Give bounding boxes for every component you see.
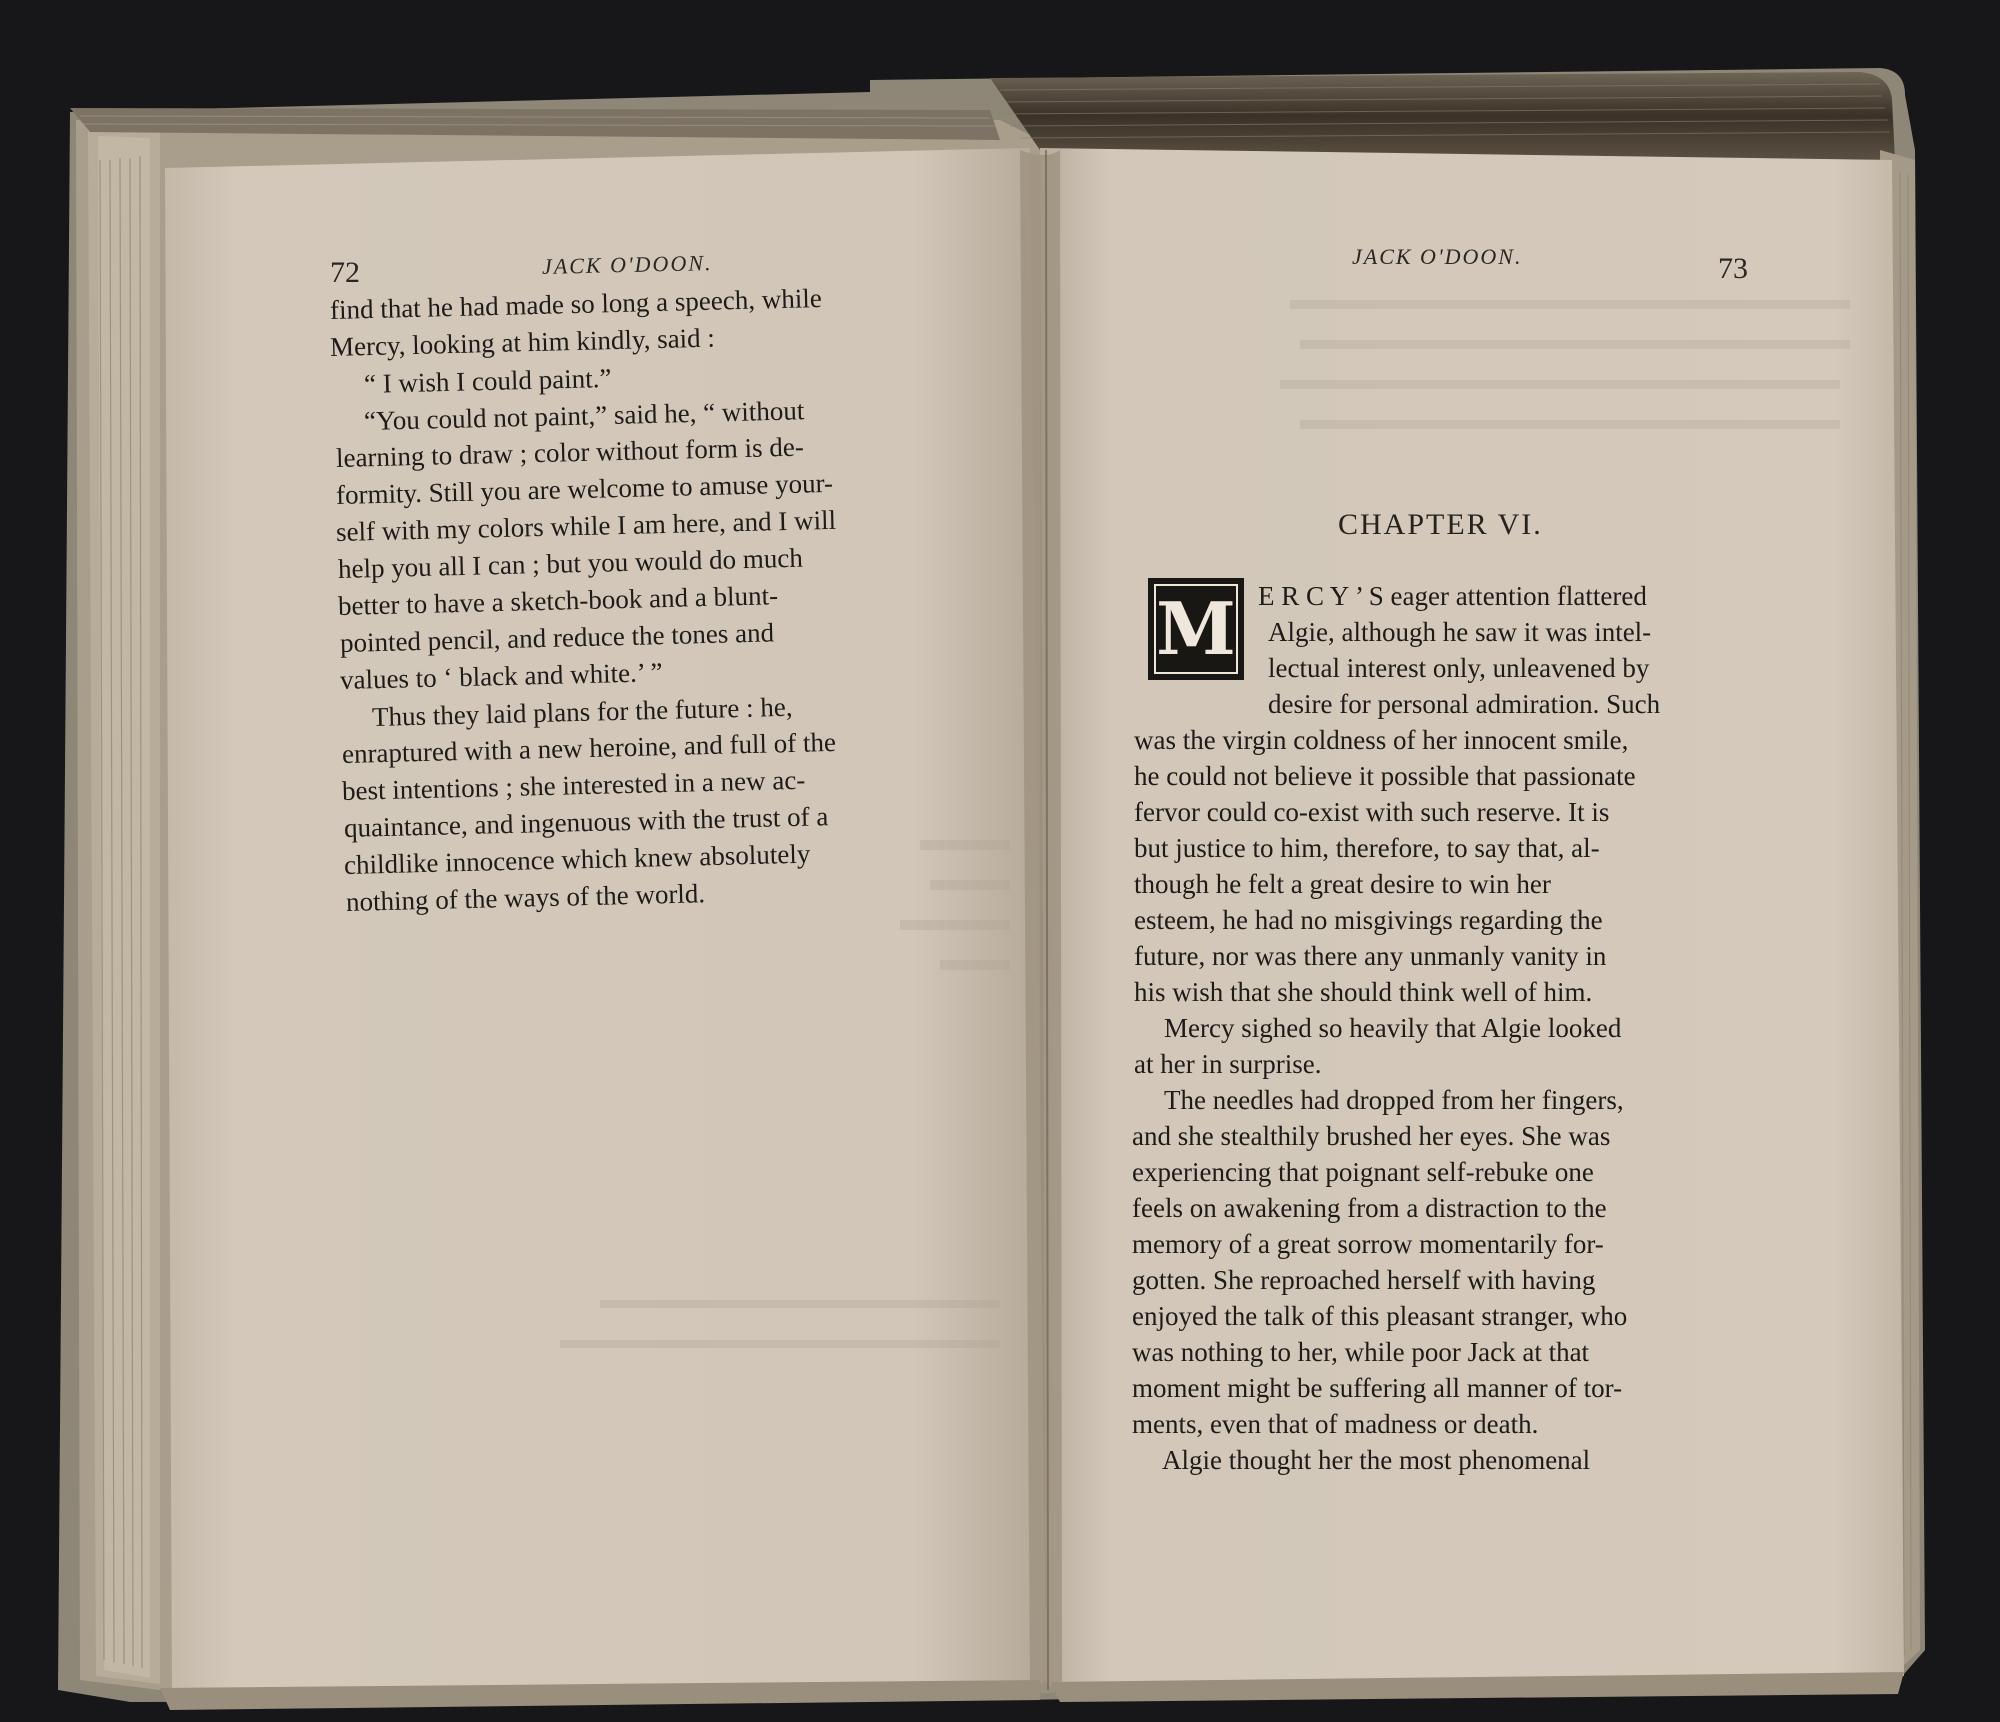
left-line: quaintance, and ingenuous with the trust of a [343,801,829,843]
left-line: find that he had made so long a speech, while [329,282,823,325]
right-running-head: JACK O'DOON. [1352,244,1523,269]
right-line: and she stealthily brushed her eyes. She was [1132,1121,1611,1151]
right-line: he could not believe it possible that passionate [1134,761,1636,791]
right-line: The needles had dropped from her fingers, [1164,1085,1624,1115]
left-line: help you all I can ; but you would do much [337,542,804,584]
left-line: “ I wish I could paint.” [363,362,612,399]
left-line: Mercy, looking at him kindly, said : [329,322,716,362]
right-line: but justice to him, therefore, to say that, al- [1134,833,1600,863]
right-line: experiencing that poignant self-rebuke one [1132,1157,1594,1187]
left-page-number: 72 [330,256,360,289]
right-line: future, nor was there any unmanly vanity in [1134,941,1607,971]
left-line: enraptured with a new heroine, and full of the [341,726,837,769]
right-line: was the virgin coldness of her innocent smile, [1134,725,1629,755]
drop-cap-ornament [1148,578,1244,680]
right-line: E R C Y ’ S eager attention flattered [1258,581,1647,611]
right-line: Algie thought her the most phenomenal [1162,1445,1591,1475]
left-running-head: JACK O'DOON. [541,250,713,279]
left-line: learning to draw ; color without form is de- [335,431,805,473]
right-line: desire for personal admiration. Such [1268,689,1661,719]
drop-cap-letter: M [1154,584,1238,674]
right-line: his wish that she should think well of him. [1134,977,1593,1007]
left-line: self with my colors while I am here, and I will [335,504,837,547]
right-line: memory of a great sorrow momentarily for- [1132,1229,1604,1259]
left-line: Thus they laid plans for the future : he, [371,691,793,732]
chapter-title: CHAPTER VI. [1338,508,1543,541]
right-page-number: 73 [1718,252,1748,285]
left-line: best intentions ; she interested in a new ac- [341,764,806,806]
right-line: enjoyed the talk of this pleasant stranger, who [1132,1301,1628,1331]
right-line: Algie, although he saw it was intel- [1268,617,1652,647]
right-line: moment might be suffering all manner of tor- [1132,1373,1623,1403]
left-line: childlike innocence which knew absolutely [343,838,811,880]
right-line: feels on awakening from a distraction to the [1132,1193,1607,1223]
right-line: esteem, he had no misgivings regarding the [1134,905,1603,935]
left-line: values to ‘ black and white.’ ” [339,657,663,695]
left-line: “You could not paint,” said he, “ without [363,395,805,436]
right-line: fervor could co-exist with such reserve. It is [1134,797,1610,827]
left-line: better to have a sketch-book and a blunt- [337,580,779,621]
left-line: nothing of the ways of the world. [345,878,706,917]
right-line: was nothing to her, while poor Jack at that [1132,1337,1590,1367]
right-line: ments, even that of madness or death. [1132,1409,1539,1439]
right-line: though he felt a great desire to win her [1134,869,1551,899]
left-line: pointed pencil, and reduce the tones and [339,617,775,658]
left-line: formity. Still you are welcome to amuse your- [335,467,834,510]
right-line: at her in surprise. [1134,1049,1322,1079]
right-line: gotten. She reproached herself with having [1132,1265,1596,1295]
right-line: lectual interest only, unleavened by [1268,653,1650,683]
right-line: Mercy sighed so heavily that Algie looked [1164,1013,1622,1043]
